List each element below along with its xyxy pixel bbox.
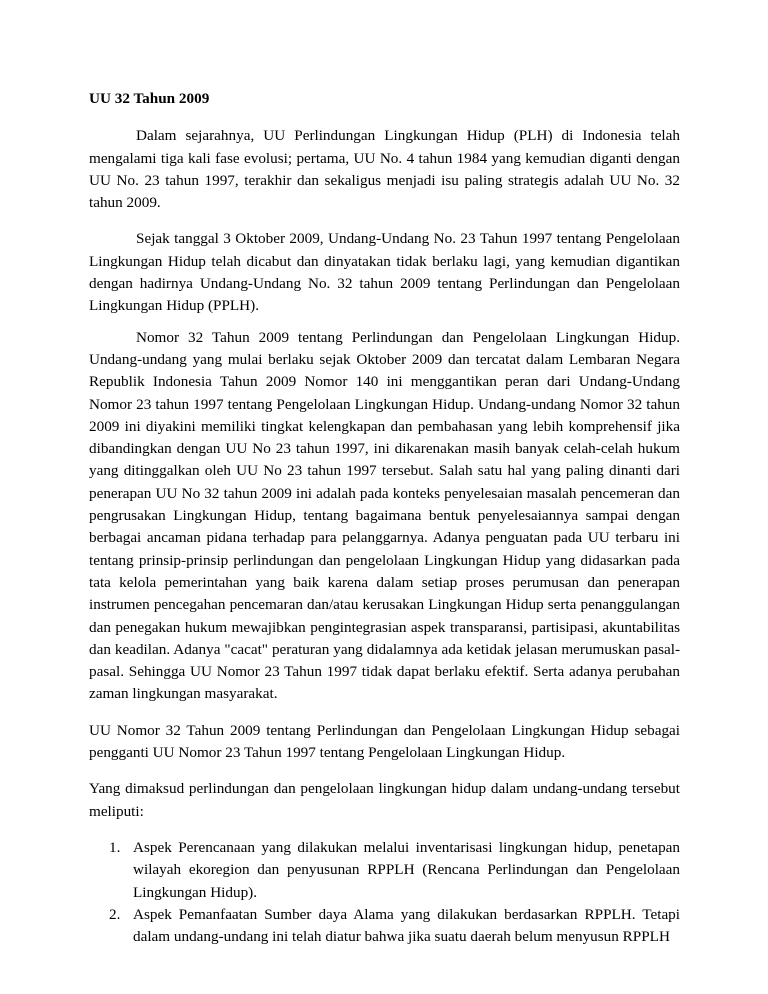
paragraph-replacement: UU Nomor 32 Tahun 2009 tentang Perlindungan dan Pengelolaan Lingkungan Hidup sebagai pengganti UU Nomor 23 Tahun 1997 tentang Pengelolaan Lingkungan Hidup. (89, 721, 680, 762)
document-title: UU 32 Tahun 2009 (89, 90, 210, 107)
aspects-list (89, 837, 680, 948)
list-item-text: Aspek Pemanfaatan Sumber daya Alama yang dilakukan berdasarkan RPPLH. Tetapi dalam undang-undang ini telah diatur bahwa jika suatu daerah belum menyusun RPPLH (133, 905, 680, 946)
list-item (89, 904, 680, 949)
list-item (89, 837, 680, 904)
paragraph-scope-intro: Yang dimaksud perlindungan dan pengelolaan lingkungan hidup dalam undang-undang tersebut meliputi: (89, 780, 680, 820)
paragraph-law-details: Nomor 32 Tahun 2009 tentang Perlindungan dan Pengelolaan Lingkungan Hidup. Undang-undang yang mulai berlaku sejak Oktober 2009 dan tercatat dalam Lembaran Negara Republik Indonesia Tahun 2009 Nomor 140 ini menggantikan peran dari Undang-Undang Nomor 23 tahun 1997 tentang Pengelolaan Lingkungan Hidup. Undang-undang Nomor 32 tahun 2009 ini diyakini memiliki tingkat kelengkapan dan pembahasan yang lebih komprehensif jika dibandingkan dengan UU No 23 tahun 1997, ini dikarenakan masih banyak celah-celah hukum yang ditinggalkan oleh UU No 23 tahun 1997 tersebut. Salah satu hal yang paling dinanti dari penerapan UU No 32 tahun 2009 ini adalah pada konteks penyelesaian masalah pencemeran dan pengrusakan Lingkungan Hidup, tentang bagaimana bentuk penyelesaiannya sampai dengan berbagai ancaman pidana terhadap para pelanggarnya. Adanya penguatan pada UU terbaru ini tentang prinsip-prinsip perlindungan dan pengelolaan Lingkungan Hidup yang didasarkan pada tata kelola pemerintahan yang baik karena dalam setiap proses perumusan dan penerapan instrumen pencegahan pencemaran dan/atau kerusakan Lingkungan Hidup serta penanggulangan dan penegakan hukum mewajibkan pengintegrasian aspek transparansi, partisipasi, akuntabilitas dan keadilan. Adanya "cacat" peraturan yang didalamnya ada ketidak jelasan merumuskan pasal-pasal. Sehingga UU Nomor 23 Tahun 1997 tidak dapat berlaku efektif. Serta adanya perubahan zaman lingkungan masyarakat. (89, 328, 680, 703)
paragraph-revocation: Sejak tanggal 3 Oktober 2009, Undang-Undang No. 23 Tahun 1997 tentang Pengelolaan Lingkungan Hidup telah dicabut dan dinyatakan tidak berlaku lagi, yang kemudian digantikan dengan hadirnya Undang-Undang No. 32 tahun 2009 tentang Perlindungan dan Pengelolaan Lingkungan Hidup (PPLH). (89, 230, 680, 315)
paragraph-history: Dalam sejarahnya, UU Perlindungan Lingkungan Hidup (PLH) di Indonesia telah mengalami tiga kali fase evolusi; pertama, UU No. 4 tahun 1984 yang kemudian diganti dengan UU No. 23 tahun 1997, terakhir dan sekaligus menjadi isu paling strategis adalah UU No. 32 tahun 2009. (89, 127, 680, 212)
list-item-text: Aspek Perencanaan yang dilakukan melalui inventarisasi lingkungan hidup, penetapan wilayah ekoregion dan penyusunan RPPLH (Rencana Perlindungan dan Pengelolaan Lingkungan Hidup). (133, 838, 680, 901)
list-item-number: 2. (109, 905, 121, 923)
list-item-number: 1. (109, 838, 121, 856)
document-page (89, 88, 680, 948)
